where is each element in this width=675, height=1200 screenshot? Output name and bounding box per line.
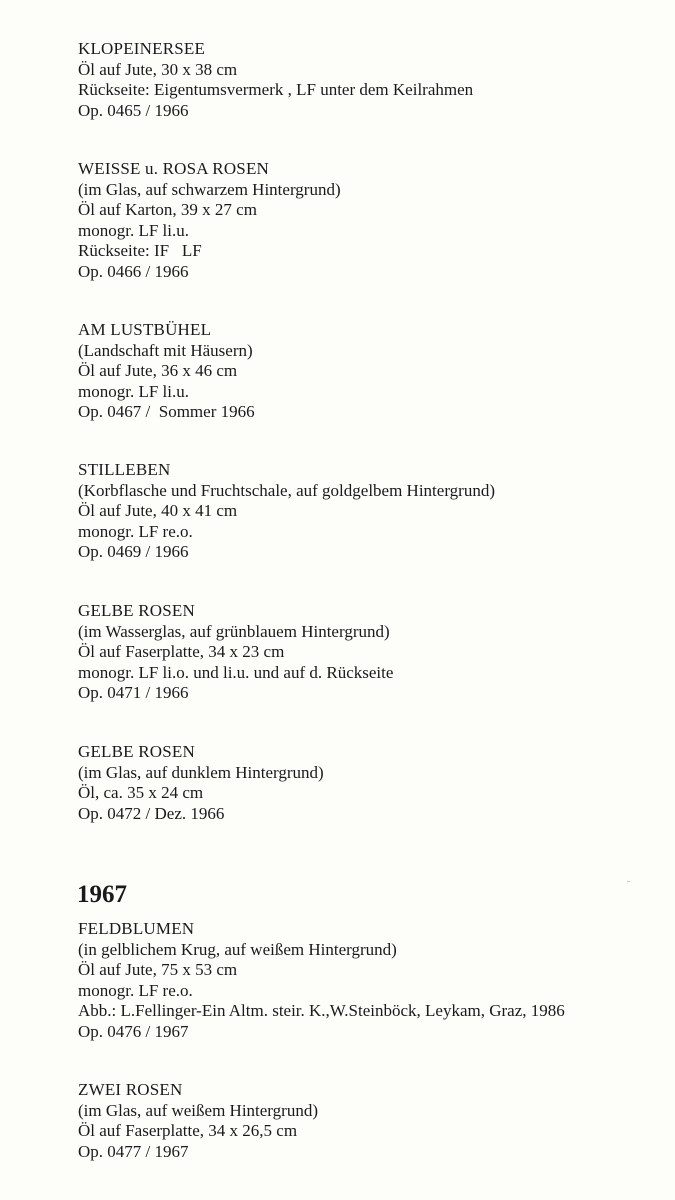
entry-title: AM LUSTBÜHEL — [78, 320, 212, 339]
catalog-entry — [78, 1080, 658, 1162]
entry-monogram: monogr. LF re.o. — [78, 521, 193, 541]
entry-opus: Op. 0471 / 1966 — [78, 683, 189, 702]
entry-title: ZWEI ROSEN — [78, 1080, 183, 1099]
entry-monogram: monogr. LF li.o. und li.u. und auf d. Rückseite — [78, 662, 394, 682]
catalog-entry — [78, 919, 658, 1042]
entry-description: (im Glas, auf dunklem Hintergrund) — [78, 762, 324, 782]
entry-title: KLOPEINERSEE — [78, 39, 206, 58]
entry-opus: Op. 0467 / Sommer 1966 — [78, 402, 255, 421]
entry-medium: Öl auf Faserplatte, 34 x 23 cm — [78, 642, 285, 661]
entry-opus: Op. 0472 / Dez. 1966 — [78, 803, 225, 823]
entry-verso-note: Rückseite: IF LF — [78, 241, 202, 260]
entry-opus: Op. 0469 / 1966 — [78, 542, 189, 561]
entry-medium: Öl auf Jute, 75 x 53 cm — [78, 960, 238, 979]
catalog-entry — [78, 159, 658, 282]
entry-description: (im Glas, auf schwarzem Hintergrund) — [78, 179, 341, 199]
entry-medium: Öl auf Jute, 30 x 38 cm — [78, 59, 238, 79]
entry-title: GELBE ROSEN — [78, 601, 195, 620]
entry-monogram: monogr. LF re.o. — [78, 980, 193, 1000]
scan-speck — [627, 881, 630, 882]
entry-description: (im Wasserglas, auf grünblauem Hintergrund) — [78, 621, 390, 641]
entry-medium: Öl auf Jute, 36 x 46 cm — [78, 361, 238, 380]
entry-reference: Abb.: L.Fellinger-Ein Altm. steir. K.,W.Steinböck, Leykam, Graz, 1986 — [78, 1001, 565, 1020]
entry-monogram: monogr. LF li.u. — [78, 381, 189, 401]
entry-description: (Landschaft mit Häusern) — [78, 340, 253, 360]
entry-title: STILLEBEN — [78, 460, 171, 479]
entry-description: (im Glas, auf weißem Hintergrund) — [78, 1100, 318, 1120]
entry-title: WEISSE u. ROSA ROSEN — [78, 159, 270, 178]
entry-verso-note: Rückseite: Eigentumsvermerk , LF unter dem Keilrahmen — [78, 80, 474, 99]
entry-medium: Öl auf Jute, 40 x 41 cm — [78, 501, 238, 520]
entry-opus: Op. 0477 / 1967 — [78, 1141, 189, 1161]
year-heading: 1967 — [77, 881, 127, 908]
entry-medium: Öl auf Karton, 39 x 27 cm — [78, 200, 257, 219]
entry-opus: Op. 0466 / 1966 — [78, 261, 189, 281]
entry-opus: Op. 0465 / 1966 — [78, 100, 189, 120]
entry-medium: Öl auf Faserplatte, 34 x 26,5 cm — [78, 1121, 298, 1140]
entry-title: FELDBLUMEN — [78, 919, 195, 938]
entry-description: (in gelblichem Krug, auf weißem Hintergrund) — [78, 939, 397, 959]
entry-monogram: monogr. LF li.u. — [78, 220, 189, 240]
entry-description: (Korbflasche und Fruchtschale, auf goldgelbem Hintergrund) — [78, 480, 496, 500]
entry-medium: Öl, ca. 35 x 24 cm — [78, 783, 204, 802]
catalog-entry — [78, 742, 658, 824]
catalog-entry — [78, 460, 658, 563]
catalog-entry — [78, 39, 658, 121]
catalog-entry — [78, 601, 658, 704]
entry-title: GELBE ROSEN — [78, 742, 195, 761]
catalog-entry — [78, 320, 658, 423]
entry-opus: Op. 0476 / 1967 — [78, 1021, 189, 1041]
